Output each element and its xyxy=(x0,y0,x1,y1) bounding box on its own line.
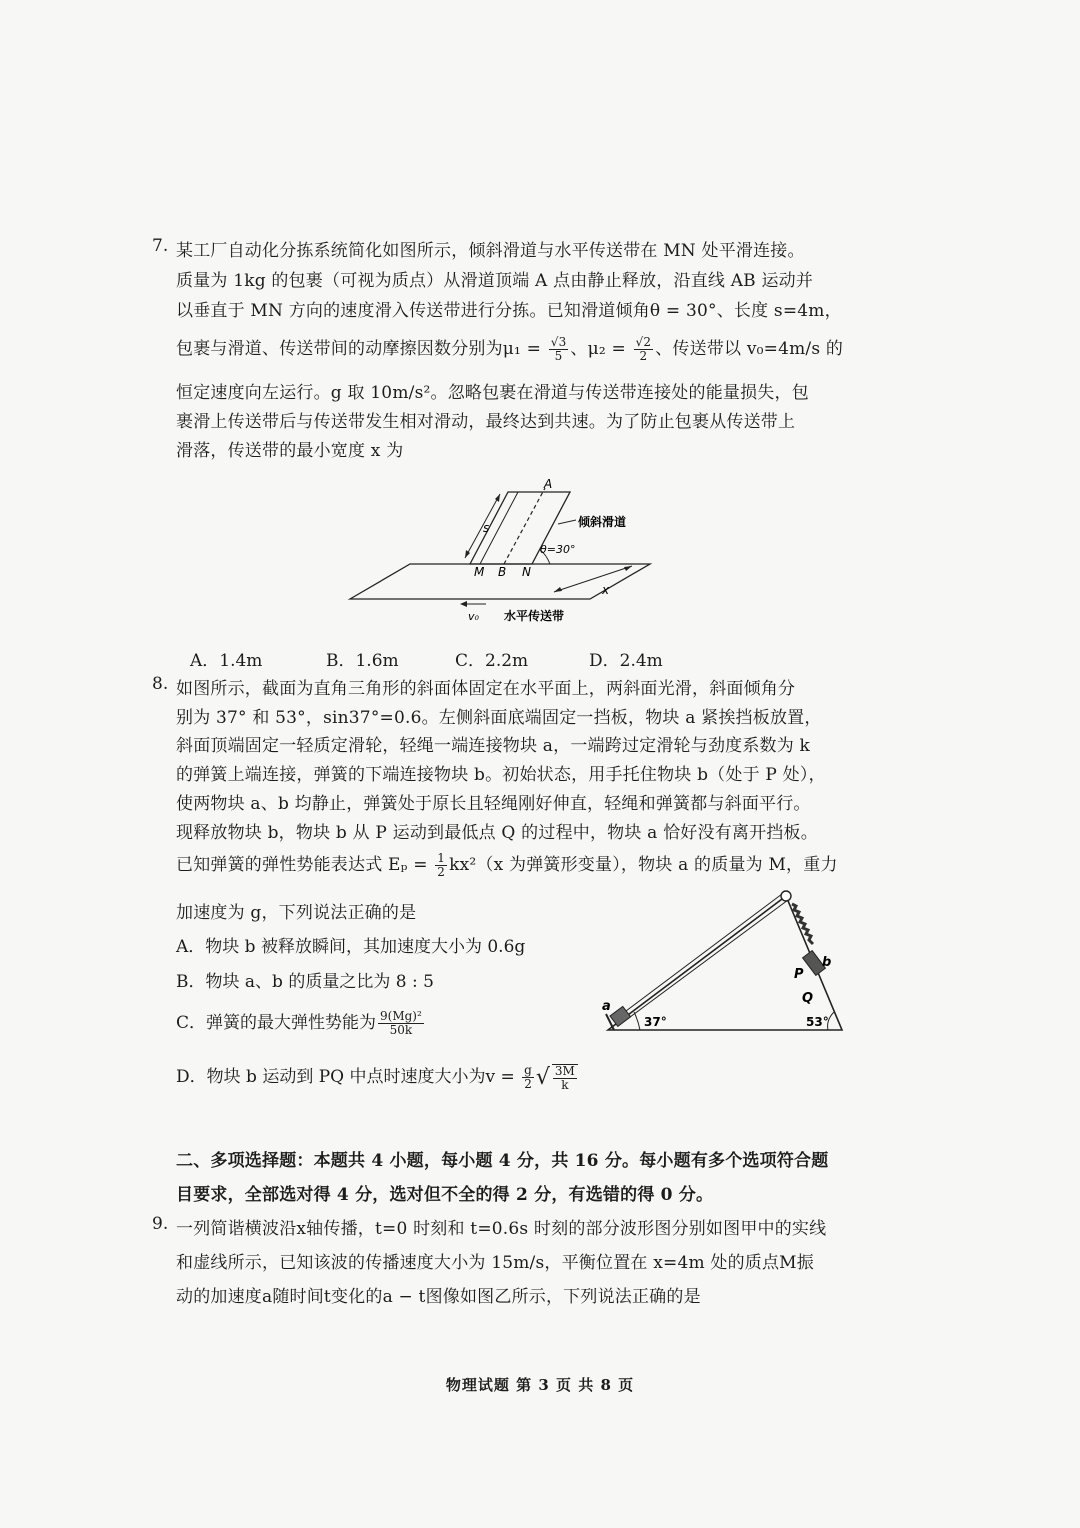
epmax-fraction xyxy=(378,1010,424,1037)
q7-line-2: 质量为 1kg 的包裹（可视为质点）从滑道顶端 A 点由静止释放，沿直线 AB 运动并 xyxy=(176,271,814,291)
epmax-numerator: 9(Mg)² xyxy=(380,1009,422,1023)
x-arrow xyxy=(554,566,632,592)
q7-line-3: 以垂直于 MN 方向的速度滑入传送带进行分拣。已知滑道倾角θ = 30°、长度 s=4m， xyxy=(176,301,842,321)
label-s: s xyxy=(483,521,490,535)
q8-line-8: 加速度为 g，下列说法正确的是 xyxy=(176,903,417,923)
q9-line-3: 动的加速度a随时间t变化的a − t图像如图乙所示，下列说法正确的是 xyxy=(176,1287,701,1307)
v0-arrow-head xyxy=(460,601,467,607)
q8-option-a: A．物块 b 被释放瞬间，其加速度大小为 0.6g xyxy=(176,937,526,957)
q8-number: 8. xyxy=(152,674,169,694)
q8-option-b: B．物块 a、b 的质量之比为 8 : 5 xyxy=(176,972,434,992)
spring xyxy=(792,904,813,944)
label-theta: θ=30° xyxy=(540,543,576,556)
q7-option-a: A．1.4m xyxy=(190,651,263,671)
v-numerator: g xyxy=(524,1063,532,1077)
x-arrow-head-1 xyxy=(554,587,562,592)
q8-line-7-post: kx²（x 为弹簧形变量），物块 a 的质量为 M，重力 xyxy=(449,855,838,875)
epmax-denominator: 50k xyxy=(389,1023,413,1037)
q7-line-4-post: 、传送带以 v₀=4m/s 的 xyxy=(655,339,844,359)
q8-line-5: 使两物块 a、b 均静止，弹簧处于原长且轻绳刚好伸直，轻绳和弹簧都与斜面平行。 xyxy=(176,794,811,814)
page-footer: 物理试题 第 3 页 共 8 页 xyxy=(445,1376,635,1394)
q7-number: 7. xyxy=(152,236,169,256)
sqrt-sign: √ xyxy=(535,1065,550,1090)
label-53: 53° xyxy=(806,1015,829,1029)
mu1-denominator: 5 xyxy=(554,349,563,363)
section2-line-2: 目要求，全部选对得 4 分，选对但不全的得 2 分，有选错的得 0 分。 xyxy=(176,1185,714,1205)
label-x: x xyxy=(602,583,610,597)
pulley xyxy=(781,891,791,901)
section2-line-1: 二、多项选择题：本题共 4 小题，每小题 4 分，共 16 分。每小题有多个选项符合题 xyxy=(176,1151,829,1171)
q7-figure xyxy=(340,474,660,634)
q8-line-2: 别为 37° 和 53°，sin37°=0.6。左侧斜面底端固定一挡板，物块 a 紧挨挡板放置， xyxy=(176,708,822,728)
label-N: N xyxy=(522,565,531,579)
label-a: a xyxy=(602,999,611,1014)
q8-line-4: 的弹簧上端连接，弹簧的下端连接物块 b。初始状态，用手托住物块 b（处于 P 处）， xyxy=(176,765,826,785)
q8-option-c xyxy=(176,1008,426,1037)
q9-line-1: 一列简谐横波沿x轴传播，t=0 时刻和 t=0.6s 时刻的部分波形图分别如图甲中的实线 xyxy=(176,1219,827,1239)
rope-left-1 xyxy=(622,894,782,1014)
label-M: M xyxy=(474,565,485,579)
label-belt: 水平传送带 xyxy=(504,609,565,623)
mu2-fraction xyxy=(634,336,654,363)
ep-denominator: 2 xyxy=(437,865,446,879)
label-37: 37° xyxy=(644,1015,667,1029)
q8-figure xyxy=(596,880,856,1040)
q8-line-7-pre: 已知弹簧的弹性势能表达式 Eₚ = xyxy=(176,855,434,875)
q7-line-7: 滑落，传送带的最小宽度 x 为 xyxy=(176,441,404,461)
q8-line-6: 现释放物块 b，物块 b 从 P 运动到最低点 Q 的过程中，物块 a 恰好没有离开挡板。 xyxy=(176,823,818,843)
label-b: b xyxy=(822,955,832,970)
chute-leader-line xyxy=(558,520,576,524)
label-Q: Q xyxy=(802,991,814,1006)
path-ab-line xyxy=(504,488,545,564)
label-A: A xyxy=(544,477,553,491)
rope-left-2 xyxy=(626,900,788,1020)
label-B: B xyxy=(498,565,507,579)
q7-line-5: 恒定速度向左运行。g 取 10m/s²。忽略包裹在滑道与传送带连接处的能量损失，包 xyxy=(176,383,809,403)
q7-line-4-pre: 包裹与滑道、传送带间的动摩擦因数分别为μ₁ = xyxy=(176,339,547,359)
mu2-numerator: √2 xyxy=(635,335,652,349)
q8-option-c-text: C．弹簧的最大弹性势能为 xyxy=(176,1013,377,1033)
q7-option-d: D．2.4m xyxy=(589,651,663,671)
q7-line-1: 某工厂自动化分拣系统简化如图所示，倾斜滑道与水平传送带在 MN 处平滑连接。 xyxy=(176,241,805,261)
v-fraction xyxy=(522,1064,534,1091)
q7-line-6: 裹滑上传送带后与传送带发生相对滑动，最终达到共速。为了防止包裹从传送带上 xyxy=(176,412,796,432)
q8-line-7 xyxy=(176,850,838,879)
q8-line-1: 如图所示，截面为直角三角形的斜面体固定在水平面上，两斜面光滑，斜面倾角分 xyxy=(176,679,796,699)
q8-line-3: 斜面顶端固定一轻质定滑轮，轻绳一端连接物块 a，一端跨过定滑轮与劲度系数为 k xyxy=(176,736,811,756)
label-v0: v₀ xyxy=(468,610,479,623)
q9-line-2: 和虚线所示，已知该波的传播速度大小为 15m/s，平衡位置在 x=4m 处的质点M振 xyxy=(176,1253,814,1273)
q7-option-b: B．1.6m xyxy=(326,651,399,671)
q9-number: 9. xyxy=(152,1214,169,1234)
q7-line-4 xyxy=(176,334,843,363)
q8-option-d xyxy=(176,1062,580,1092)
q7-line-4-mid: 、μ₂ = xyxy=(570,339,632,359)
radicand-numerator: 3M xyxy=(554,1063,575,1078)
radicand-denominator: k xyxy=(561,1077,569,1092)
mu1-numerator: √3 xyxy=(550,335,567,349)
label-chute: 倾斜滑道 xyxy=(578,515,627,529)
v-denominator: 2 xyxy=(524,1077,532,1091)
q7-option-c: C．2.2m xyxy=(455,651,529,671)
mu1-fraction xyxy=(549,336,569,363)
radicand-fraction xyxy=(552,1064,578,1092)
ep-fraction xyxy=(435,852,447,879)
angle-37-arc xyxy=(634,1012,640,1030)
label-P: P xyxy=(794,967,804,982)
q8-option-d-text: D．物块 b 运动到 PQ 中点时速度大小为v = xyxy=(176,1067,521,1087)
ep-numerator: 1 xyxy=(437,851,446,865)
mu2-denominator: 2 xyxy=(639,349,648,363)
x-arrow-head-2 xyxy=(624,566,632,571)
